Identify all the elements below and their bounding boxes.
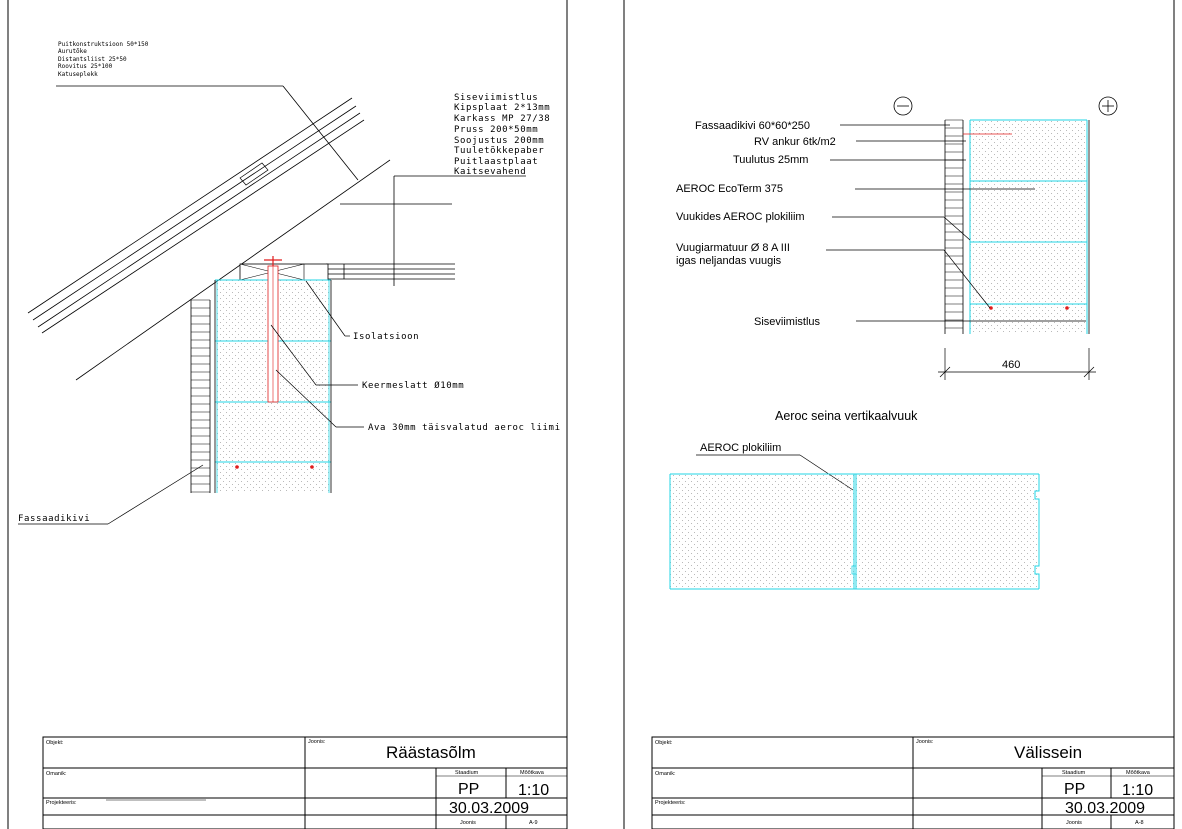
sheet-number: A-9 (529, 820, 538, 826)
drawing-title: Välissein (1014, 743, 1083, 762)
interior-layer: Pruss 200*50mm (454, 125, 539, 135)
roof-layer: Distantsliist 25*50 (58, 56, 127, 63)
sheet-number: A-8 (1135, 820, 1144, 826)
callout-threaded-rod: Keermeslatt Ø10mm (362, 381, 465, 391)
callout-label: Fassaadikivi 60*60*250 (695, 120, 810, 132)
dimension-text: 460 (1002, 359, 1021, 371)
interior-layer: Tuuletõkkepaber (454, 146, 545, 156)
joonis-label: Joonis: (916, 739, 934, 745)
staadium-label: Staadium (455, 770, 479, 776)
objekt-label: Objekt: (655, 740, 673, 746)
callout-label: igas neljandas vuugis (676, 255, 782, 267)
roof-layer: Aurutõke (58, 48, 87, 55)
interior-layer: Karkass MP 27/38 (454, 114, 551, 124)
staadium-label: Staadium (1062, 770, 1086, 776)
roof-layer: Roovitus 25*100 (58, 63, 113, 70)
projekteeris-label: Projekteeris: (655, 800, 686, 806)
roof-layer: Puitkonstruktsioon 50*150 (58, 41, 149, 48)
interior-layer: Soojustus 200mm (454, 136, 545, 146)
drawing-title: Räästasõlm (386, 743, 476, 762)
right-title-block (652, 737, 1174, 829)
callout-label: Vuugiarmatuur Ø 8 A III (676, 242, 790, 254)
scale-value: 1:10 (518, 782, 550, 799)
omanik-label: Omanik: (655, 771, 676, 777)
callout-label: Siseviimistlus (754, 316, 821, 328)
callout-isolation: Isolatsioon (353, 332, 420, 342)
date-value: 30.03.2009 (449, 800, 530, 817)
callout-facade: Fassaadikivi (18, 514, 91, 524)
section-title: Aeroc seina vertikaalvuuk (775, 409, 918, 423)
scale-value: 1:10 (1122, 782, 1154, 799)
glue-label: AEROC plokiliim (700, 442, 782, 454)
interior-layer: Kipsplaat 2*13mm (454, 103, 551, 113)
joonis-no-label: Joonis (1066, 820, 1082, 826)
objekt-label: Objekt: (46, 740, 64, 746)
interior-layer: Kaitsevahend (454, 167, 527, 177)
roof-layer: Katuseplekk (58, 71, 98, 78)
eave-detail (18, 41, 561, 524)
moodkava-label: Mõõtkava (1126, 770, 1150, 776)
joonis-label: Joonis: (308, 739, 326, 745)
callout-label: AEROC EcoTerm 375 (676, 183, 783, 195)
left-title-block (43, 737, 567, 829)
omanik-label: Omanik: (46, 771, 67, 777)
moodkava-label: Mõõtkava (520, 770, 544, 776)
interior-layer: Siseviimistlus (454, 93, 539, 103)
interior-layer: Puitlaastplaat (454, 157, 539, 167)
callout-label: Tuulutus 25mm (733, 154, 809, 166)
wall-section-detail (670, 97, 1117, 589)
callout-label: RV ankur 6tk/m2 (754, 136, 836, 148)
date-value: 30.03.2009 (1065, 800, 1146, 817)
staadium-value: PP (458, 781, 480, 798)
staadium-value: PP (1064, 781, 1086, 798)
joonis-no-label: Joonis (460, 820, 476, 826)
projekteeris-label: Projekteeris: (46, 800, 77, 806)
callout-label: Vuukides AEROC plokiliim (676, 211, 805, 223)
callout-hole: Ava 30mm täisvalatud aeroc liimi (368, 423, 561, 433)
